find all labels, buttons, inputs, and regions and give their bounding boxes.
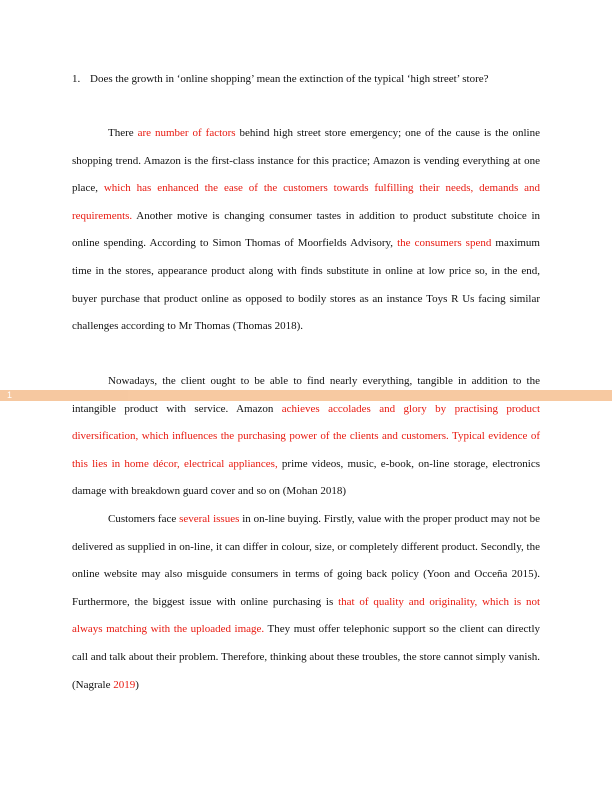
body-text: Another motive is changing consumer tastes in addition to product substitute choice in online spending. According to Simon Thomas of Moorfields Advisory, xyxy=(72,209,540,250)
line-marker-label: 1 xyxy=(7,390,13,400)
paragraph-factors xyxy=(72,120,540,341)
body-text: prime videos, music, e-book, on-line storage, electronics damage with breakdown guard cover and so on (Mohan 2018) xyxy=(72,457,541,498)
body-text: They must offer telephonic support so the client can directly call and talk about their problem. Therefore, thinking about these troubles, the store cannot simply vanish. (Nagrale xyxy=(72,623,540,691)
highlighted-text: are number of factors xyxy=(137,127,236,139)
highlighted-text: that of quality and originality, which is not always matching with the uploaded image. xyxy=(72,595,540,636)
paragraph-nowadays xyxy=(72,368,540,506)
body-text: Nowadays, the client ought to be able to find nearly everything, tangible in addition to the intangible product with service. Amazon xyxy=(72,375,540,415)
line-marker-bar xyxy=(0,390,612,401)
highlighted-text: 2019 xyxy=(113,678,136,691)
body-text: behind high street store emergency; one of the cause is the online shopping trend. Amazon is the first-class instance for this practice; Amazon is vending everything at one place, xyxy=(72,127,540,195)
body-text: in on-line buying. Firstly, value with the proper product may not be delivered as supplied in on-line, it can differ in colour, size, or completely different product. Secondly, the online website may also misguide consumers in terms of going back policy (Yoon and Occeña 2015). Furthermore, the biggest issue with online purchasing is xyxy=(72,513,540,608)
body-text: Customers face xyxy=(108,513,180,525)
question-text: Does the growth in ‘online shopping’ mean the extinction of the typical ‘high street’ store? xyxy=(90,73,489,85)
highlighted-text: which has enhanced the ease of the customers towards fulfilling their needs, demands and requirements. xyxy=(72,182,541,222)
body-text: maximum time in the stores, appearance product along with finds substitute in online at low price so, in the end, buyer purchase that product online as opposed to bodily stores as an instance Toys R Us facing similar challenges according to Mr Thomas (Thomas 2018). xyxy=(72,237,540,333)
highlighted-text: the consumers spend xyxy=(397,237,492,250)
highlighted-text: achieves accolades and glory by practising product diversification, which influences the purchasing power of the clients and customers. Typical evidence of this lies in home décor, electrical appliances, xyxy=(72,402,540,470)
paragraph-customers xyxy=(72,506,540,699)
question-number: 1. xyxy=(72,73,81,85)
body-text: There xyxy=(108,127,138,139)
highlighted-text: several issues xyxy=(179,513,240,525)
body-text: ) xyxy=(135,678,139,691)
question-heading xyxy=(72,71,542,87)
